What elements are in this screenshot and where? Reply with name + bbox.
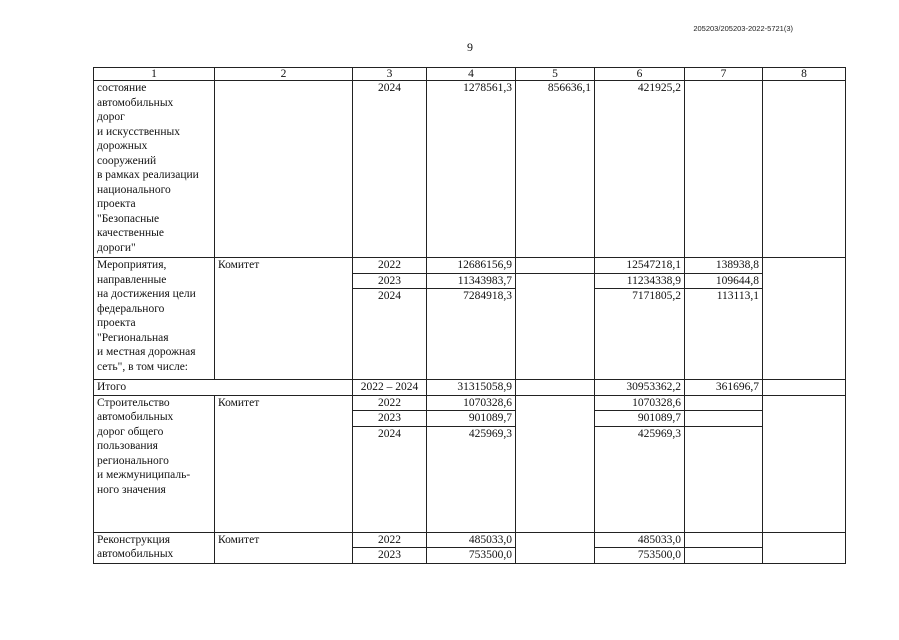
row-value-6: 7171805,2 xyxy=(595,289,685,380)
row-year: 2022 xyxy=(353,532,427,548)
row-name: Строительство автомобильных дорог общего пользования регионального и межмуниципаль- ного значения xyxy=(94,395,215,532)
column-header-1: 1 xyxy=(94,68,215,81)
row-name: состояние автомобильных дорог и искусственных дорожных сооружений в рамках реализации национального проекта "Безопасные качественные дороги" xyxy=(94,81,215,258)
row-value-7 xyxy=(685,395,763,411)
row-value-4: 485033,0 xyxy=(427,532,516,548)
row-value-5 xyxy=(516,532,595,563)
row-value-7: 113113,1 xyxy=(685,289,763,380)
row-value-4: 753500,0 xyxy=(427,548,516,564)
row-value-5 xyxy=(516,395,595,532)
row-value-5: 856636,1 xyxy=(516,81,595,258)
row-value-6: 485033,0 xyxy=(595,532,685,548)
page-number: 9 xyxy=(467,40,473,54)
table-row xyxy=(94,532,846,548)
row-value-7 xyxy=(685,548,763,564)
row-value-4: 7284918,3 xyxy=(427,289,516,380)
row-value-4: 12686156,9 xyxy=(427,258,516,274)
total-value-6: 30953362,2 xyxy=(595,380,685,396)
row-value-4: 1070328,6 xyxy=(427,395,516,411)
row-value-8 xyxy=(763,395,846,532)
row-value-4: 1278561,3 xyxy=(427,81,516,258)
row-year: 2022 xyxy=(353,258,427,274)
row-value-6: 1070328,6 xyxy=(595,395,685,411)
row-value-5 xyxy=(516,258,595,274)
row-year: 2024 xyxy=(353,426,427,532)
column-header-6: 6 xyxy=(595,68,685,81)
row-value-6: 421925,2 xyxy=(595,81,685,258)
table-row xyxy=(94,258,846,274)
row-value-8 xyxy=(763,532,846,563)
row-value-7 xyxy=(685,81,763,258)
row-value-4: 11343983,7 xyxy=(427,273,516,289)
row-value-4: 901089,7 xyxy=(427,411,516,427)
header-row xyxy=(94,68,846,81)
total-years: 2022 – 2024 xyxy=(353,380,427,396)
column-header-2: 2 xyxy=(215,68,353,81)
total-value-4: 31315058,9 xyxy=(427,380,516,396)
row-name: Реконструкция автомобильных xyxy=(94,532,215,563)
total-row xyxy=(94,380,846,396)
column-header-4: 4 xyxy=(427,68,516,81)
row-executor: Комитет xyxy=(215,395,353,532)
total-label: Итого xyxy=(94,380,353,396)
column-header-3: 3 xyxy=(353,68,427,81)
row-executor: Комитет xyxy=(215,258,353,380)
column-header-8: 8 xyxy=(763,68,846,81)
row-value-6: 12547218,1 xyxy=(595,258,685,274)
column-header-5: 5 xyxy=(516,68,595,81)
row-year: 2022 xyxy=(353,395,427,411)
row-value-7 xyxy=(685,411,763,427)
document-id: 205203/205203-2022-5721(3) xyxy=(693,24,793,33)
row-value-5 xyxy=(516,273,595,380)
row-value-6: 425969,3 xyxy=(595,426,685,532)
row-year: 2024 xyxy=(353,81,427,258)
total-value-5 xyxy=(516,380,595,396)
table-row xyxy=(94,81,846,258)
column-header-7: 7 xyxy=(685,68,763,81)
row-value-6: 11234338,9 xyxy=(595,273,685,289)
table-row xyxy=(94,395,846,411)
row-name: Мероприятия, направленные на достижения цели федерального проекта "Региональная и местная дорожная сеть", в том числе: xyxy=(94,258,215,380)
row-value-7 xyxy=(685,426,763,532)
row-value-8 xyxy=(763,258,846,380)
row-value-6: 901089,7 xyxy=(595,411,685,427)
row-value-7 xyxy=(685,532,763,548)
budget-table xyxy=(93,67,846,564)
row-year: 2023 xyxy=(353,548,427,564)
row-year: 2023 xyxy=(353,411,427,427)
row-value-7: 138938,8 xyxy=(685,258,763,274)
total-value-7: 361696,7 xyxy=(685,380,763,396)
total-value-8 xyxy=(763,380,846,396)
row-year: 2023 xyxy=(353,273,427,289)
row-value-4: 425969,3 xyxy=(427,426,516,532)
row-value-7: 109644,8 xyxy=(685,273,763,289)
row-year: 2024 xyxy=(353,289,427,380)
row-value-6: 753500,0 xyxy=(595,548,685,564)
row-executor: Комитет xyxy=(215,532,353,563)
row-value-8 xyxy=(763,81,846,258)
row-executor xyxy=(215,81,353,258)
